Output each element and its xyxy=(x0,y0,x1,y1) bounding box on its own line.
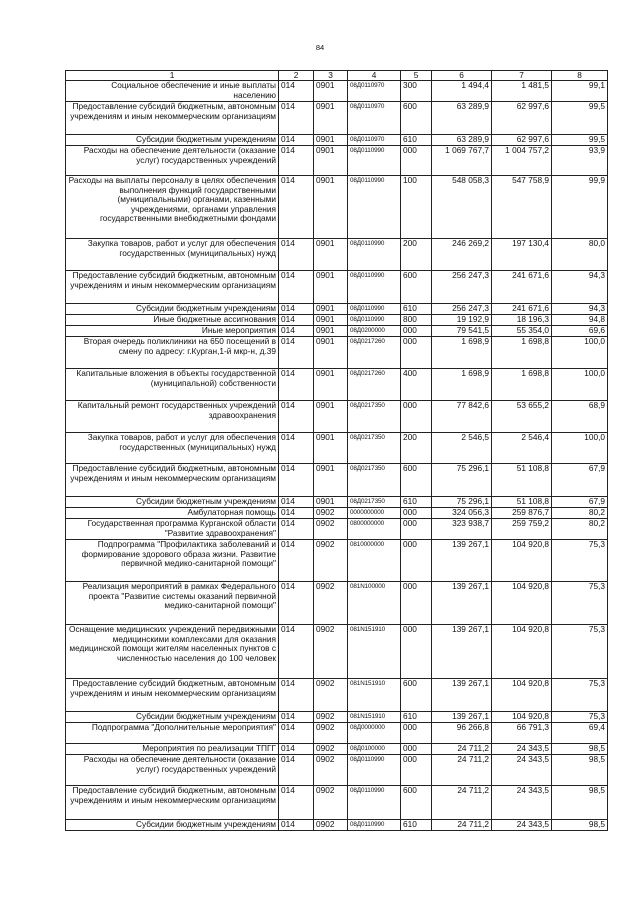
ministry-code-cell: 014 xyxy=(279,81,314,102)
planned-amount-cell: 24 711,2 xyxy=(432,786,492,820)
expense-type-cell: 000 xyxy=(401,337,432,369)
target-article-cell: 08Д0110990 xyxy=(348,820,401,831)
executed-amount-cell: 104 920,8 xyxy=(492,712,552,723)
row-name-cell: Расходы на выплаты персоналу в целях обеспечения выполнения функций государственными (муниципальными) органами, казенными учреждениями, органами управления государственными внебюджетными фондами xyxy=(66,176,279,239)
planned-amount-cell: 256 247,3 xyxy=(432,271,492,304)
execution-percent-cell: 98,5 xyxy=(552,820,608,831)
target-article-cell: 08Д0200000 xyxy=(348,326,401,337)
expense-type-cell: 000 xyxy=(401,146,432,176)
target-article-cell: 08Д0217260 xyxy=(348,337,401,369)
planned-amount-cell: 96 266,8 xyxy=(432,723,492,744)
target-article-cell: 08Д0100000 xyxy=(348,744,401,755)
column-header: 8 xyxy=(552,71,608,81)
section-code-cell: 0902 xyxy=(314,786,348,820)
section-code-cell: 0901 xyxy=(314,146,348,176)
expense-type-cell: 000 xyxy=(401,582,432,625)
planned-amount-cell: 139 267,1 xyxy=(432,625,492,679)
planned-amount-cell: 75 296,1 xyxy=(432,497,492,508)
execution-percent-cell: 99,9 xyxy=(552,176,608,239)
ministry-code-cell: 014 xyxy=(279,176,314,239)
executed-amount-cell: 1 004 757,2 xyxy=(492,146,552,176)
executed-amount-cell: 51 108,8 xyxy=(492,497,552,508)
row-name-cell: Предоставление субсидий бюджетным, автономным учреждениям и иным некоммерческим организациям xyxy=(66,464,279,497)
table-row xyxy=(66,786,608,820)
row-name-cell: Предоставление субсидий бюджетным, автономным учреждениям и иным некоммерческим организациям xyxy=(66,102,279,135)
planned-amount-cell: 24 711,2 xyxy=(432,755,492,786)
expense-type-cell: 400 xyxy=(401,369,432,401)
row-name-cell: Социальное обеспечение и иные выплаты населению xyxy=(66,81,279,102)
planned-amount-cell: 548 058,3 xyxy=(432,176,492,239)
ministry-code-cell: 014 xyxy=(279,239,314,271)
ministry-code-cell: 014 xyxy=(279,369,314,401)
ministry-code-cell: 014 xyxy=(279,744,314,755)
target-article-cell: 08Д0217350 xyxy=(348,497,401,508)
planned-amount-cell: 19 192,9 xyxy=(432,315,492,326)
executed-amount-cell: 241 671,6 xyxy=(492,271,552,304)
executed-amount-cell: 62 997,6 xyxy=(492,135,552,146)
ministry-code-cell: 014 xyxy=(279,625,314,679)
row-name-cell: Реализация мероприятий в рамках Федерального проекта "Развитие системы оказаний первичной медико-санитарной помощи" xyxy=(66,582,279,625)
table-row xyxy=(66,744,608,755)
row-name-cell: Капитальные вложения в объекты государственной (муниципальной) собственности xyxy=(66,369,279,401)
section-code-cell: 0901 xyxy=(314,304,348,315)
planned-amount-cell: 139 267,1 xyxy=(432,540,492,582)
expense-type-cell: 000 xyxy=(401,519,432,540)
table-row xyxy=(66,433,608,464)
execution-percent-cell: 80,0 xyxy=(552,239,608,271)
target-article-cell: 081N100000 xyxy=(348,582,401,625)
column-header: 7 xyxy=(492,71,552,81)
target-article-cell: 0800000000 xyxy=(348,519,401,540)
row-name-cell: Государственная программа Курганской области "Развитие здравоохранения" xyxy=(66,519,279,540)
ministry-code-cell: 014 xyxy=(279,401,314,433)
ministry-code-cell: 014 xyxy=(279,582,314,625)
table-row xyxy=(66,304,608,315)
target-article-cell: 08Д0110990 xyxy=(348,271,401,304)
planned-amount-cell: 77 842,6 xyxy=(432,401,492,433)
execution-percent-cell: 100,0 xyxy=(552,433,608,464)
planned-amount-cell: 24 711,2 xyxy=(432,744,492,755)
expense-type-cell: 000 xyxy=(401,508,432,519)
planned-amount-cell: 256 247,3 xyxy=(432,304,492,315)
executed-amount-cell: 259 759,2 xyxy=(492,519,552,540)
section-code-cell: 0902 xyxy=(314,625,348,679)
planned-amount-cell: 2 546,5 xyxy=(432,433,492,464)
row-name-cell: Субсидии бюджетным учреждениям xyxy=(66,135,279,146)
row-name-cell: Закупка товаров, работ и услуг для обеспечения государственных (муниципальных) нужд xyxy=(66,239,279,271)
column-header: 3 xyxy=(314,71,348,81)
table-row xyxy=(66,337,608,369)
planned-amount-cell: 323 938,7 xyxy=(432,519,492,540)
section-code-cell: 0901 xyxy=(314,464,348,497)
ministry-code-cell: 014 xyxy=(279,433,314,464)
section-code-cell: 0902 xyxy=(314,712,348,723)
table-row xyxy=(66,176,608,239)
ministry-code-cell: 014 xyxy=(279,304,314,315)
expense-type-cell: 200 xyxy=(401,433,432,464)
ministry-code-cell: 014 xyxy=(279,755,314,786)
executed-amount-cell: 1 698,8 xyxy=(492,337,552,369)
budget-table xyxy=(65,70,608,831)
execution-percent-cell: 99,5 xyxy=(552,102,608,135)
planned-amount-cell: 1 698,9 xyxy=(432,337,492,369)
execution-percent-cell: 67,9 xyxy=(552,497,608,508)
target-article-cell: 0810000000 xyxy=(348,540,401,582)
ministry-code-cell: 014 xyxy=(279,786,314,820)
expense-type-cell: 610 xyxy=(401,304,432,315)
expense-type-cell: 600 xyxy=(401,679,432,712)
executed-amount-cell: 2 546,4 xyxy=(492,433,552,464)
target-article-cell: 08Д0217350 xyxy=(348,464,401,497)
row-name-cell: Субсидии бюджетным учреждениям xyxy=(66,712,279,723)
table-row xyxy=(66,271,608,304)
execution-percent-cell: 99,5 xyxy=(552,135,608,146)
section-code-cell: 0901 xyxy=(314,135,348,146)
expense-type-cell: 600 xyxy=(401,464,432,497)
section-code-cell: 0901 xyxy=(314,401,348,433)
ministry-code-cell: 014 xyxy=(279,679,314,712)
planned-amount-cell: 63 289,9 xyxy=(432,135,492,146)
section-code-cell: 0901 xyxy=(314,315,348,326)
table-row xyxy=(66,315,608,326)
row-name-cell: Расходы на обеспечение деятельности (оказание услуг) государственных учреждений xyxy=(66,755,279,786)
column-header: 6 xyxy=(432,71,492,81)
table-row xyxy=(66,146,608,176)
planned-amount-cell: 139 267,1 xyxy=(432,679,492,712)
section-code-cell: 0902 xyxy=(314,755,348,786)
row-name-cell: Подпрограмма "Профилактика заболеваний и формирование здорового образа жизни. Развитие первичной медико-санитарной помощи" xyxy=(66,540,279,582)
expense-type-cell: 000 xyxy=(401,625,432,679)
table-row xyxy=(66,369,608,401)
execution-percent-cell: 98,5 xyxy=(552,755,608,786)
ministry-code-cell: 014 xyxy=(279,271,314,304)
execution-percent-cell: 100,0 xyxy=(552,369,608,401)
execution-percent-cell: 75,3 xyxy=(552,679,608,712)
execution-percent-cell: 94,3 xyxy=(552,271,608,304)
row-name-cell: Предоставление субсидий бюджетным, автономным учреждениям и иным некоммерческим организациям xyxy=(66,679,279,712)
executed-amount-cell: 104 920,8 xyxy=(492,540,552,582)
table-row xyxy=(66,755,608,786)
row-name-cell: Подпрограмма "Дополнительные мероприятия" xyxy=(66,723,279,744)
executed-amount-cell: 24 343,5 xyxy=(492,755,552,786)
target-article-cell: 081N151910 xyxy=(348,712,401,723)
ministry-code-cell: 014 xyxy=(279,820,314,831)
execution-percent-cell: 68,9 xyxy=(552,401,608,433)
expense-type-cell: 610 xyxy=(401,497,432,508)
execution-percent-cell: 69,4 xyxy=(552,723,608,744)
row-name-cell: Капитальный ремонт государственных учреждений здравоохранения xyxy=(66,401,279,433)
target-article-cell: 08Д0110970 xyxy=(348,102,401,135)
table-row xyxy=(66,679,608,712)
row-name-cell: Субсидии бюджетным учреждениям xyxy=(66,820,279,831)
section-code-cell: 0902 xyxy=(314,582,348,625)
table-row xyxy=(66,81,608,102)
target-article-cell: 08Д0217350 xyxy=(348,401,401,433)
planned-amount-cell: 139 267,1 xyxy=(432,712,492,723)
table-row xyxy=(66,135,608,146)
target-article-cell: 08Д0110990 xyxy=(348,755,401,786)
section-code-cell: 0902 xyxy=(314,744,348,755)
table-row xyxy=(66,712,608,723)
executed-amount-cell: 104 920,8 xyxy=(492,625,552,679)
ministry-code-cell: 014 xyxy=(279,519,314,540)
section-code-cell: 0901 xyxy=(314,81,348,102)
table-row xyxy=(66,102,608,135)
expense-type-cell: 610 xyxy=(401,820,432,831)
target-article-cell: 08Д0110990 xyxy=(348,315,401,326)
table-row xyxy=(66,582,608,625)
column-header: 2 xyxy=(279,71,314,81)
row-name-cell: Субсидии бюджетным учреждениям xyxy=(66,304,279,315)
expense-type-cell: 600 xyxy=(401,102,432,135)
execution-percent-cell: 75,3 xyxy=(552,540,608,582)
planned-amount-cell: 324 056,3 xyxy=(432,508,492,519)
expense-type-cell: 600 xyxy=(401,786,432,820)
table-row xyxy=(66,326,608,337)
expense-type-cell: 600 xyxy=(401,271,432,304)
section-code-cell: 0901 xyxy=(314,239,348,271)
target-article-cell: 08Д0110990 xyxy=(348,176,401,239)
section-code-cell: 0902 xyxy=(314,679,348,712)
page-number: 84 xyxy=(315,43,325,52)
column-header: 1 xyxy=(66,71,279,81)
expense-type-cell: 610 xyxy=(401,712,432,723)
row-name-cell: Вторая очередь поликлиники на 650 посещений в смену по адресу: г.Курган,1-й мкр-н, д.39 xyxy=(66,337,279,369)
expense-type-cell: 610 xyxy=(401,135,432,146)
execution-percent-cell: 100,0 xyxy=(552,337,608,369)
ministry-code-cell: 014 xyxy=(279,508,314,519)
executed-amount-cell: 51 108,8 xyxy=(492,464,552,497)
executed-amount-cell: 259 876,7 xyxy=(492,508,552,519)
executed-amount-cell: 18 196,3 xyxy=(492,315,552,326)
ministry-code-cell: 014 xyxy=(279,464,314,497)
table-row xyxy=(66,820,608,831)
execution-percent-cell: 69,6 xyxy=(552,326,608,337)
executed-amount-cell: 104 920,8 xyxy=(492,679,552,712)
expense-type-cell: 000 xyxy=(401,326,432,337)
executed-amount-cell: 1 481,5 xyxy=(492,81,552,102)
table-row xyxy=(66,519,608,540)
section-code-cell: 0902 xyxy=(314,508,348,519)
executed-amount-cell: 24 343,5 xyxy=(492,744,552,755)
ministry-code-cell: 014 xyxy=(279,315,314,326)
planned-amount-cell: 75 296,1 xyxy=(432,464,492,497)
planned-amount-cell: 1 698,9 xyxy=(432,369,492,401)
row-name-cell: Амбулаторная помощь xyxy=(66,508,279,519)
expense-type-cell: 000 xyxy=(401,401,432,433)
ministry-code-cell: 014 xyxy=(279,135,314,146)
ministry-code-cell: 014 xyxy=(279,337,314,369)
execution-percent-cell: 75,3 xyxy=(552,582,608,625)
execution-percent-cell: 94,3 xyxy=(552,304,608,315)
section-code-cell: 0901 xyxy=(314,337,348,369)
executed-amount-cell: 104 920,8 xyxy=(492,582,552,625)
target-article-cell: 08Д0217350 xyxy=(348,433,401,464)
planned-amount-cell: 63 289,9 xyxy=(432,102,492,135)
table-header-row xyxy=(66,71,608,81)
table-row xyxy=(66,508,608,519)
section-code-cell: 0901 xyxy=(314,102,348,135)
executed-amount-cell: 241 671,6 xyxy=(492,304,552,315)
section-code-cell: 0901 xyxy=(314,326,348,337)
section-code-cell: 0901 xyxy=(314,271,348,304)
ministry-code-cell: 014 xyxy=(279,723,314,744)
execution-percent-cell: 94,8 xyxy=(552,315,608,326)
executed-amount-cell: 66 791,3 xyxy=(492,723,552,744)
target-article-cell: 08Д0000000 xyxy=(348,723,401,744)
executed-amount-cell: 547 758,9 xyxy=(492,176,552,239)
ministry-code-cell: 014 xyxy=(279,146,314,176)
planned-amount-cell: 24 711,2 xyxy=(432,820,492,831)
expense-type-cell: 000 xyxy=(401,540,432,582)
ministry-code-cell: 014 xyxy=(279,497,314,508)
executed-amount-cell: 24 343,5 xyxy=(492,820,552,831)
execution-percent-cell: 98,5 xyxy=(552,786,608,820)
table-row xyxy=(66,625,608,679)
table-row xyxy=(66,723,608,744)
planned-amount-cell: 79 541,5 xyxy=(432,326,492,337)
expense-type-cell: 100 xyxy=(401,176,432,239)
expense-type-cell: 000 xyxy=(401,723,432,744)
section-code-cell: 0901 xyxy=(314,369,348,401)
row-name-cell: Оснащение медицинских учреждений передвижными медицинскими комплексами для оказания медицинской помощи жителям населенных пунктов с численностью населения до 100 человек xyxy=(66,625,279,679)
row-name-cell: Предоставление субсидий бюджетным, автономным учреждениям и иным некоммерческим организациям xyxy=(66,786,279,820)
execution-percent-cell: 99,1 xyxy=(552,81,608,102)
executed-amount-cell: 1 698,8 xyxy=(492,369,552,401)
execution-percent-cell: 75,3 xyxy=(552,625,608,679)
section-code-cell: 0902 xyxy=(314,540,348,582)
execution-percent-cell: 75,3 xyxy=(552,712,608,723)
row-name-cell: Иные бюджетные ассигнования xyxy=(66,315,279,326)
executed-amount-cell: 55 354,0 xyxy=(492,326,552,337)
table-row xyxy=(66,239,608,271)
row-name-cell: Расходы на обеспечение деятельности (оказание услуг) государственных учреждений xyxy=(66,146,279,176)
execution-percent-cell: 98,5 xyxy=(552,744,608,755)
execution-percent-cell: 93,9 xyxy=(552,146,608,176)
ministry-code-cell: 014 xyxy=(279,102,314,135)
ministry-code-cell: 014 xyxy=(279,540,314,582)
execution-percent-cell: 80,2 xyxy=(552,508,608,519)
expense-type-cell: 300 xyxy=(401,81,432,102)
execution-percent-cell: 80,2 xyxy=(552,519,608,540)
section-code-cell: 0901 xyxy=(314,497,348,508)
table-row xyxy=(66,540,608,582)
row-name-cell: Мероприятия по реализации ТПГГ xyxy=(66,744,279,755)
planned-amount-cell: 1 494,4 xyxy=(432,81,492,102)
execution-percent-cell: 67,9 xyxy=(552,464,608,497)
row-name-cell: Иные мероприятия xyxy=(66,326,279,337)
target-article-cell: 0000000000 xyxy=(348,508,401,519)
planned-amount-cell: 1 069 767,7 xyxy=(432,146,492,176)
column-header: 5 xyxy=(401,71,432,81)
expense-type-cell: 800 xyxy=(401,315,432,326)
row-name-cell: Субсидии бюджетным учреждениям xyxy=(66,497,279,508)
row-name-cell: Предоставление субсидий бюджетным, автономным учреждениям и иным некоммерческим организациям xyxy=(66,271,279,304)
ministry-code-cell: 014 xyxy=(279,326,314,337)
expense-type-cell: 200 xyxy=(401,239,432,271)
executed-amount-cell: 62 997,6 xyxy=(492,102,552,135)
table-row xyxy=(66,464,608,497)
target-article-cell: 081N151910 xyxy=(348,679,401,712)
target-article-cell: 08Д0110990 xyxy=(348,786,401,820)
ministry-code-cell: 014 xyxy=(279,712,314,723)
target-article-cell: 08Д0110990 xyxy=(348,239,401,271)
target-article-cell: 081N151910 xyxy=(348,625,401,679)
target-article-cell: 08Д0217260 xyxy=(348,369,401,401)
planned-amount-cell: 139 267,1 xyxy=(432,582,492,625)
target-article-cell: 08Д0110990 xyxy=(348,304,401,315)
column-header: 4 xyxy=(348,71,401,81)
target-article-cell: 08Д0110970 xyxy=(348,135,401,146)
row-name-cell: Закупка товаров, работ и услуг для обеспечения государственных (муниципальных) нужд xyxy=(66,433,279,464)
table-row xyxy=(66,401,608,433)
section-code-cell: 0901 xyxy=(314,433,348,464)
expense-type-cell: 000 xyxy=(401,744,432,755)
expense-type-cell: 000 xyxy=(401,755,432,786)
executed-amount-cell: 24 343,5 xyxy=(492,786,552,820)
table-body xyxy=(66,81,608,831)
section-code-cell: 0902 xyxy=(314,820,348,831)
planned-amount-cell: 246 269,2 xyxy=(432,239,492,271)
table-row xyxy=(66,497,608,508)
executed-amount-cell: 197 130,4 xyxy=(492,239,552,271)
section-code-cell: 0901 xyxy=(314,176,348,239)
section-code-cell: 0902 xyxy=(314,723,348,744)
executed-amount-cell: 53 655,2 xyxy=(492,401,552,433)
section-code-cell: 0902 xyxy=(314,519,348,540)
target-article-cell: 08Д0110970 xyxy=(348,81,401,102)
target-article-cell: 08Д0110990 xyxy=(348,146,401,176)
